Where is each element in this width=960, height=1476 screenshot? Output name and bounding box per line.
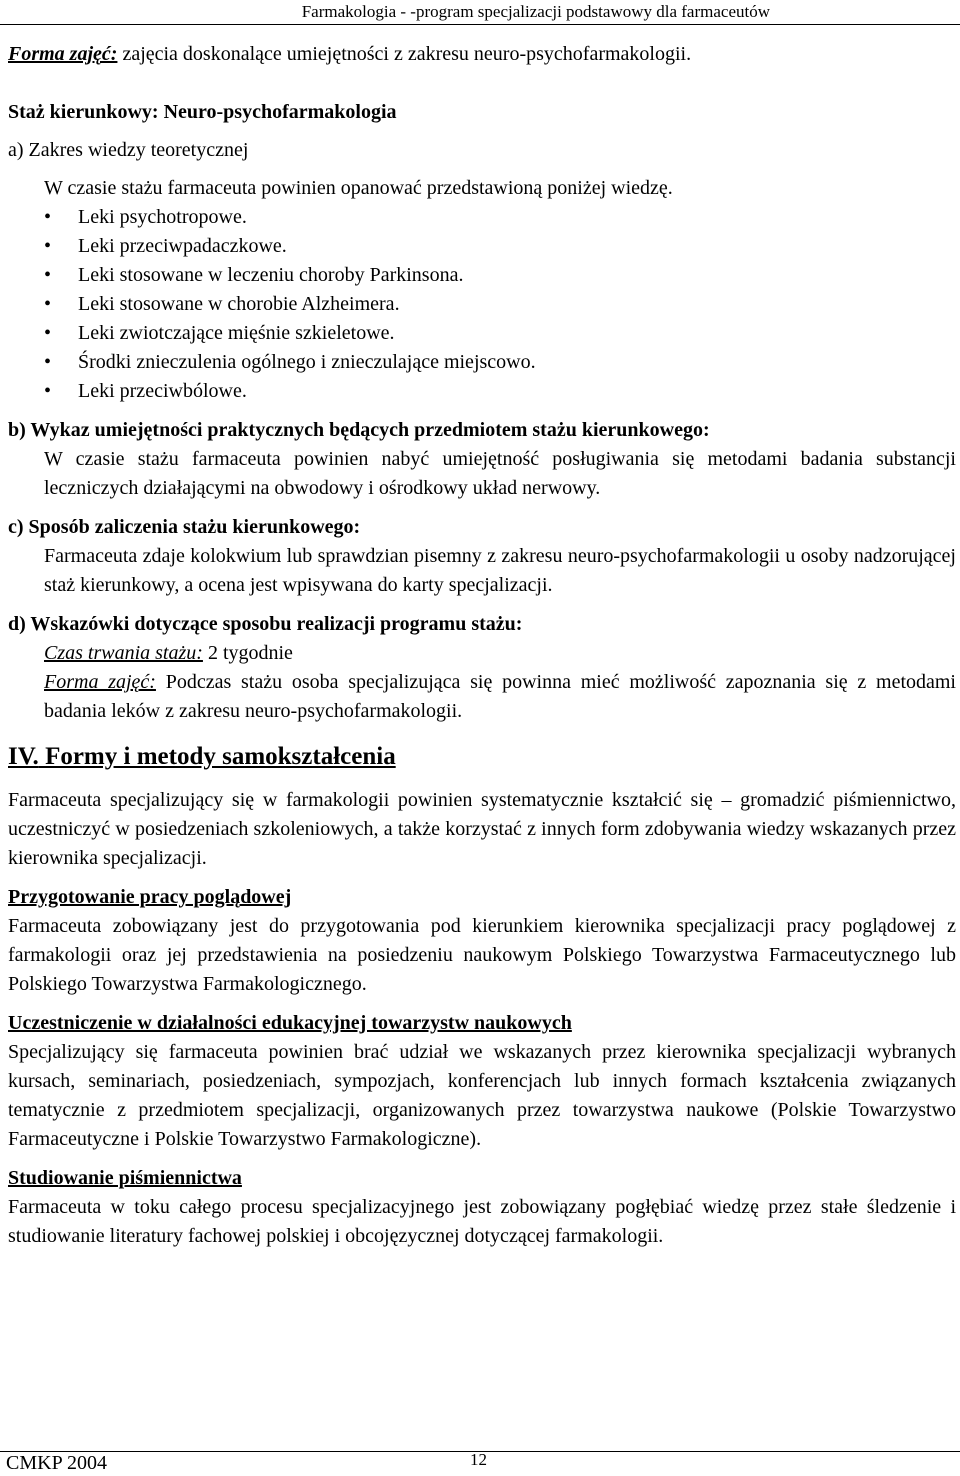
bullet-icon: •: [44, 206, 52, 228]
section-a-intro: W czasie stażu farmaceuta powinien opanować przedstawioną poniżej wiedzę.: [44, 177, 673, 199]
forma-zajec-text: zajęcia doskonalące umiejętności z zakresu neuro-psychofarmakologii.: [117, 43, 692, 65]
subsection-3-text: Farmaceuta w toku całego procesu specjalizacyjnego jest zobowiązany pogłębiać wiedzę przez stałe śledzenie i studiowanie literatury fachowej polskiej i obcojęzycznej dotyczącej farmakologii.: [8, 1196, 956, 1247]
section-b-text: W czasie stażu farmaceuta powinien nabyć umiejętność posługiwania się metodami badania substancji leczniczych działającymi na obwodowy i ośrodkowy układ nerwowy.: [44, 448, 956, 499]
bullet-icon: •: [44, 293, 52, 315]
section-iv-title: Formy i metody samokształcenia: [38, 743, 396, 770]
list-item: • Środki znieczulenia ogólnego i znieczulające miejscowo.: [78, 348, 956, 377]
subsection-1-text: Farmaceuta zobowiązany jest do przygotowania pod kierunkiem kierownika specjalizacji pracy poglądowej z farmakologii oraz jej przedstawienia na posiedzeniu naukowym Polskiego Towarzystwa Farmaceutycznego lub Polskiego Towarzystwa Farmakologicznego.: [8, 915, 956, 995]
document-body: [8, 38, 956, 1251]
forma-zajec-line: [8, 40, 956, 69]
list-item: • Leki psychotropowe.: [78, 203, 956, 232]
bullet-icon: •: [44, 322, 52, 344]
bullet-icon: •: [44, 351, 52, 373]
page-header: [0, 0, 960, 25]
subsection-2-text: Specjalizujący się farmaceuta powinien brać udział we wskazanych przez kierownika specjalizacji wybranych kursach, seminariach, posiedzeniach, sympozjach, konferencjach lub innych formach kształcenia związanych tematycznie z przedmiotem specjalizacji, organizowanych przez towarzystwa naukowe (Polskie Towarzystwo Farmaceutyczne i Polskie Towarzystwo Farmakologiczne).: [8, 1041, 956, 1150]
form-label: Forma zajęć:: [44, 671, 156, 693]
section-iv-intro: Farmaceuta specjalizujący się w farmakologii powinien systematycznie kształcić się – gromadzić piśmiennictwo, uczestniczyć w posiedzeniach szkoleniowych, a także korzystać z innych form zdobywania wiedzy wskazanych przez kierownika specjalizacji.: [8, 789, 956, 869]
list-item: • Leki stosowane w chorobie Alzheimera.: [78, 290, 956, 319]
bullet-icon: •: [44, 380, 52, 402]
header-title: Farmakologia - -program specjalizacji podstawowy dla farmaceutów: [301, 2, 770, 21]
duration-label: Czas trwania stażu:: [44, 642, 203, 664]
section-d-title: d) Wskazówki dotyczące sposobu realizacji programu stażu:: [8, 613, 523, 635]
forma-zajec-label: Forma zajęć:: [8, 43, 118, 65]
section-c-text: Farmaceuta zdaje kolokwium lub sprawdzian pisemny z zakresu neuro-psychofarmakologii u osoby nadzorującej staż kierunkowy, a ocena jest wpisywana do karty specjalizacji.: [44, 545, 956, 596]
bullet-icon: •: [44, 264, 52, 286]
subsection-2-title: Uczestniczenie w działalności edukacyjnej towarzystw naukowych: [8, 1012, 572, 1034]
form-text: Podczas stażu osoba specjalizująca się powinna mieć możliwość zapoznania się z metodami badania leków z zakresu neuro-psychofarmakologii.: [44, 671, 956, 722]
section-b-title: b) Wykaz umiejętności praktycznych będących przedmiotem stażu kierunkowego:: [8, 419, 710, 441]
list-item: • Leki przeciwpadaczkowe.: [78, 232, 956, 261]
section-iv-heading: [8, 740, 956, 774]
duration-value: 2 tygodnie: [202, 642, 293, 664]
list-item: • Leki przeciwbólowe.: [78, 377, 956, 406]
section-d-duration: [8, 639, 956, 668]
subsection-3-title: Studiowanie piśmiennictwa: [8, 1167, 242, 1189]
bullet-icon: •: [44, 235, 52, 257]
page-number: 12: [470, 1450, 487, 1469]
footer-left: CMKP 2004: [6, 1452, 107, 1474]
list-item: • Leki stosowane w leczeniu choroby Parkinsona.: [78, 261, 956, 290]
section-iv-number: IV.: [8, 743, 39, 770]
section-d-form: [8, 668, 956, 726]
section-c-title: c) Sposób zaliczenia stażu kierunkowego:: [8, 516, 361, 538]
section-a-title: a) Zakres wiedzy teoretycznej: [8, 139, 249, 161]
staz-title: Staż kierunkowy: Neuro-psychofarmakologia: [8, 101, 397, 123]
section-a-list: [8, 203, 956, 406]
subsection-1-title: Przygotowanie pracy poglądowej: [8, 886, 292, 908]
list-item: • Leki zwiotczające mięśnie szkieletowe.: [78, 319, 956, 348]
